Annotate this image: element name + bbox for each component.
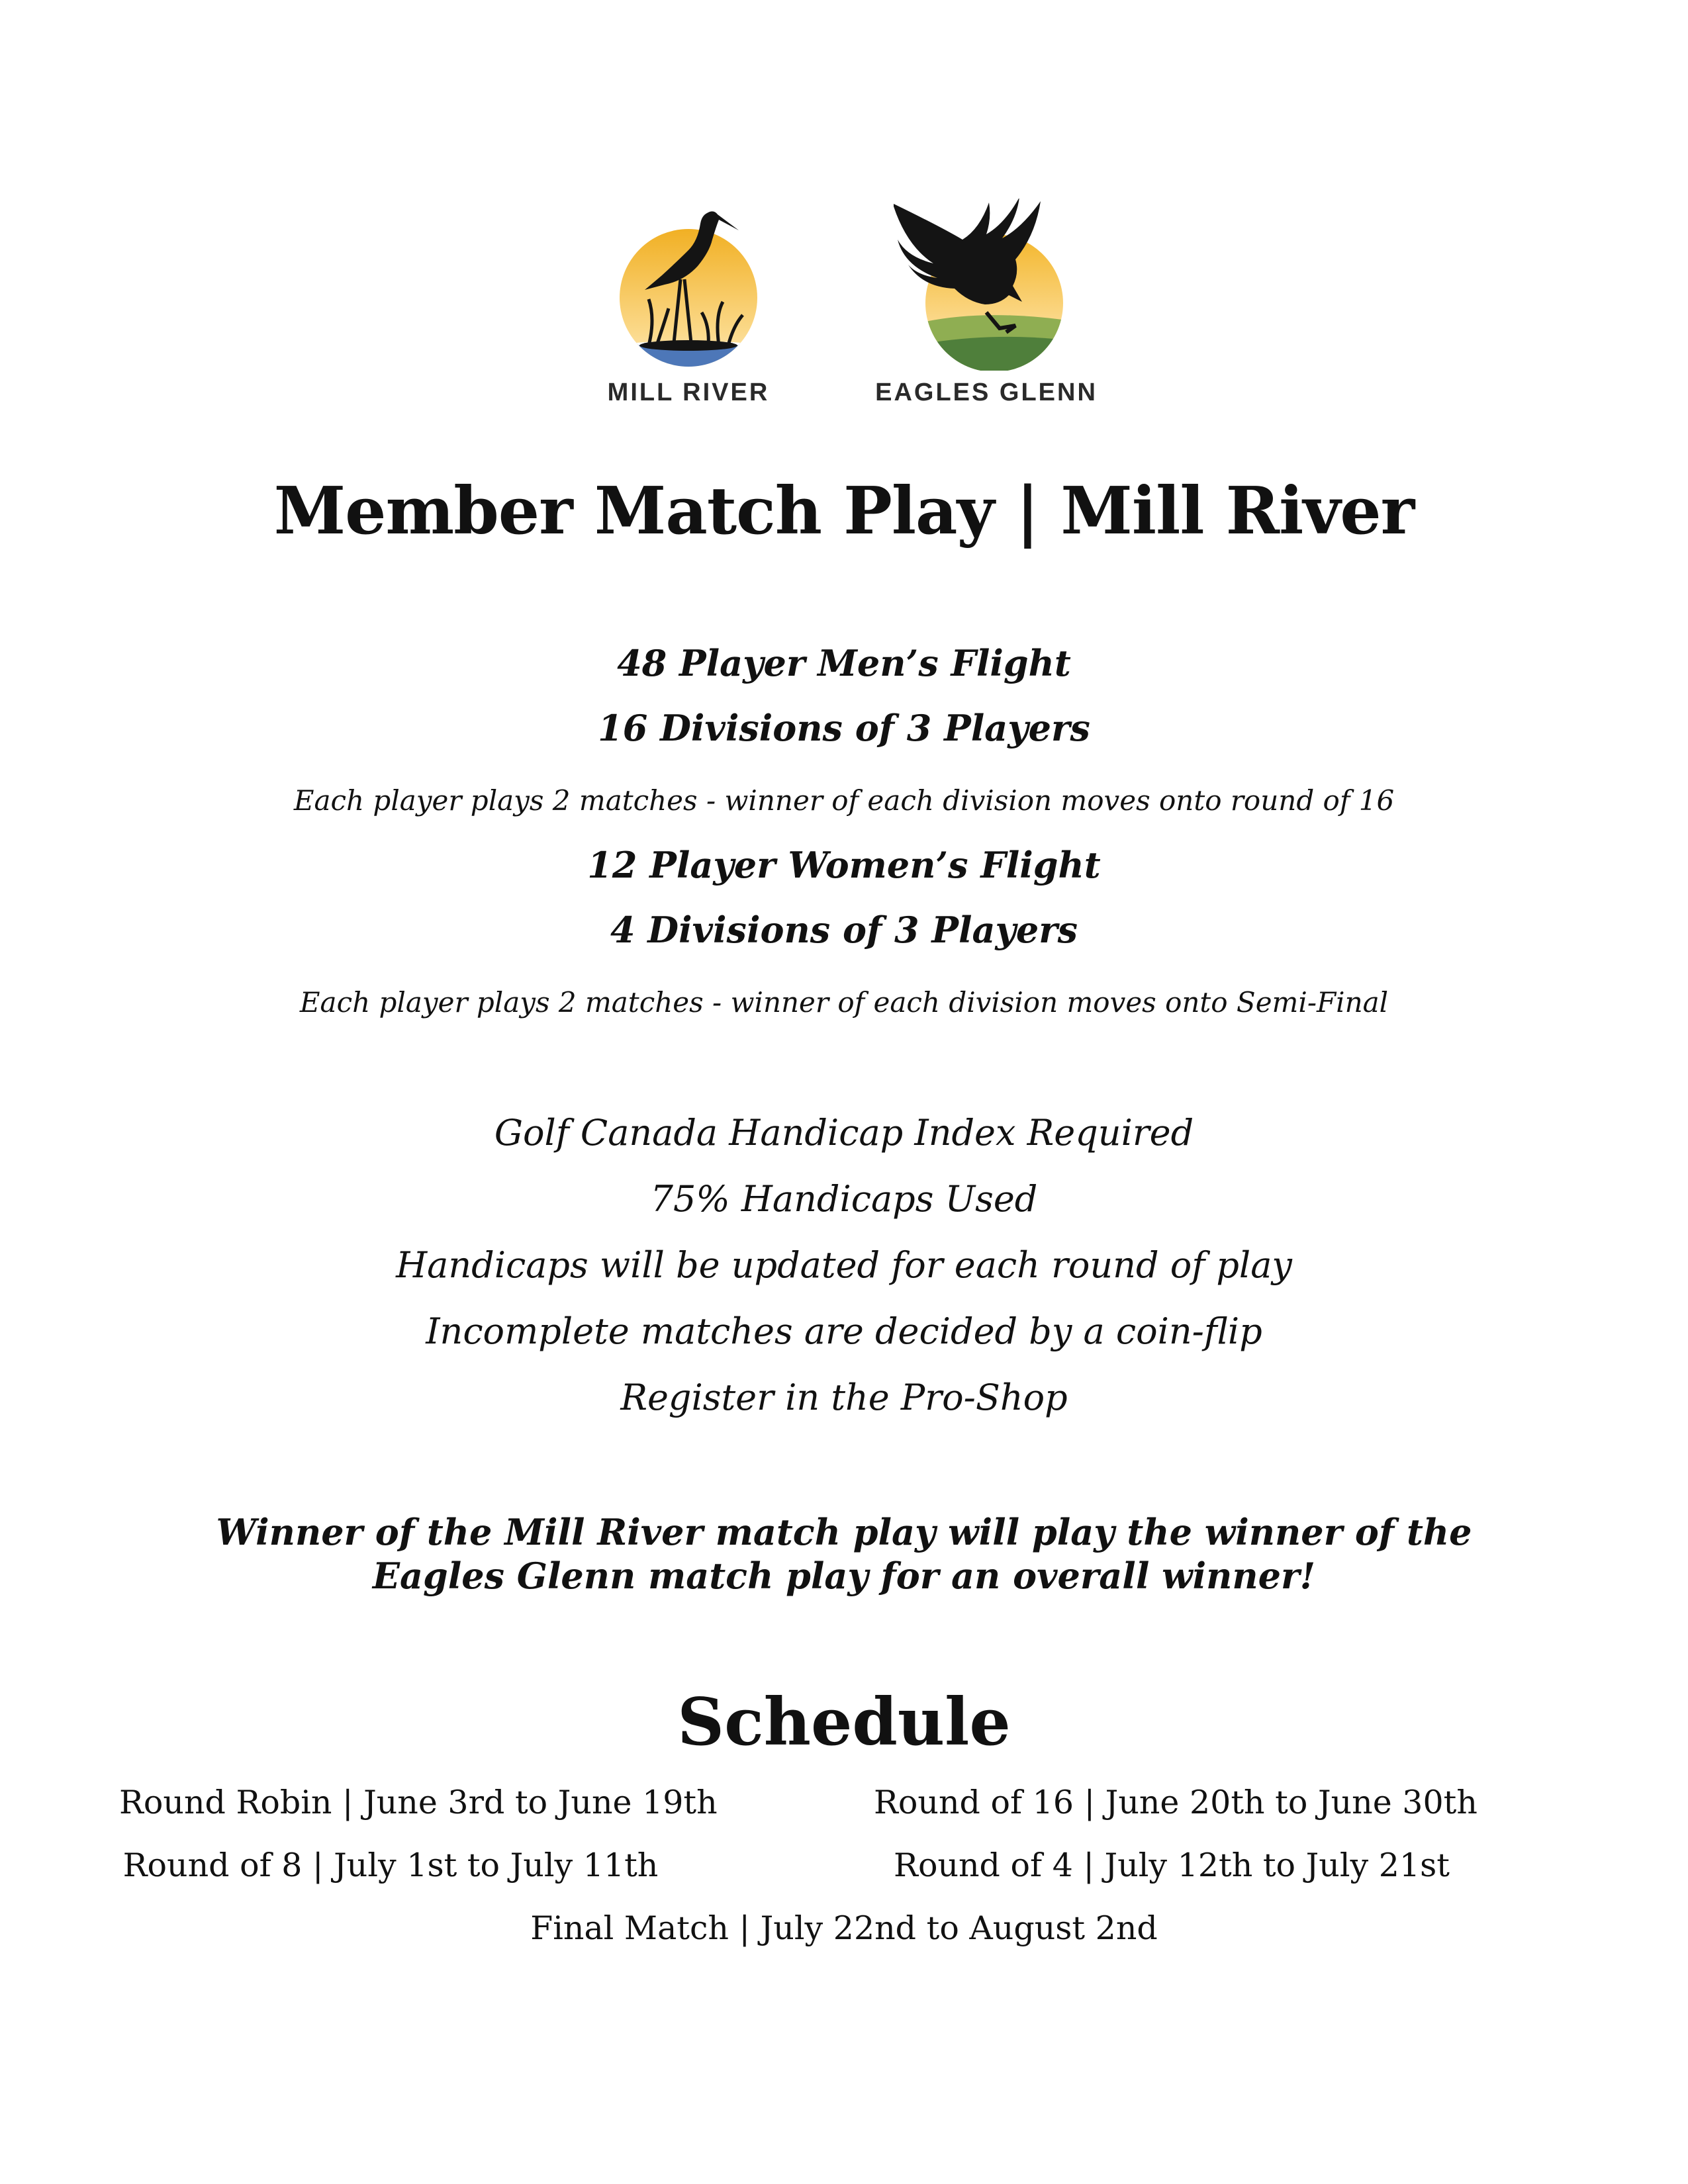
logo-row	[0, 199, 1688, 437]
mens-flight-note: Each player plays 2 matches - winner of each division moves onto round of 16	[293, 784, 1395, 817]
rule-line: Golf Canada Handicap Index Required	[494, 1112, 1194, 1154]
schedule-item-round-robin: Round Robin | June 3rd to June 19th	[119, 1784, 718, 1821]
mens-flight-heading: 48 Player Men’s Flight	[617, 642, 1071, 684]
rule-line: Handicaps will be updated for each round of play	[396, 1244, 1292, 1286]
eagles-glenn-logo-label: EAGLES GLENN	[875, 379, 1098, 406]
schedule-title: Schedule	[677, 1684, 1011, 1760]
schedule-item-round-of-8: Round of 8 | July 1st to July 11th	[122, 1846, 659, 1884]
womens-flight-note: Each player plays 2 matches - winner of each division moves onto Semi-Final	[299, 986, 1389, 1019]
schedule-item-final: Final Match | July 22nd to August 2nd	[530, 1909, 1158, 1947]
womens-flight-heading: 12 Player Women’s Flight	[587, 844, 1101, 886]
rule-line: Incomplete matches are decided by a coin-flip	[426, 1310, 1262, 1352]
mill-river-logo	[549, 199, 827, 407]
mens-divisions-heading: 16 Divisions of 3 Players	[598, 707, 1090, 749]
mill-river-logo-label: MILL RIVER	[607, 379, 770, 406]
schedule-item-round-of-4: Round of 4 | July 12th to July 21st	[894, 1846, 1450, 1884]
womens-divisions-heading: 4 Divisions of 3 Players	[610, 909, 1078, 951]
eagles-glenn-logo	[847, 199, 1125, 407]
rule-line: Register in the Pro-Shop	[620, 1377, 1068, 1418]
schedule-item-round-of-16: Round of 16 | June 20th to June 30th	[874, 1784, 1477, 1821]
eagle-icon	[887, 199, 1086, 371]
page-title: Member Match Play | Mill River	[273, 473, 1415, 549]
overall-winner-note	[0, 1510, 1688, 1598]
rule-line: 75% Handicaps Used	[650, 1178, 1038, 1220]
heron-icon	[602, 199, 774, 371]
overall-winner-line-2: Eagles Glenn match play for an overall winner!	[372, 1555, 1316, 1597]
overall-winner-line-1: Winner of the Mill River match play will play the winner of the	[216, 1511, 1472, 1553]
